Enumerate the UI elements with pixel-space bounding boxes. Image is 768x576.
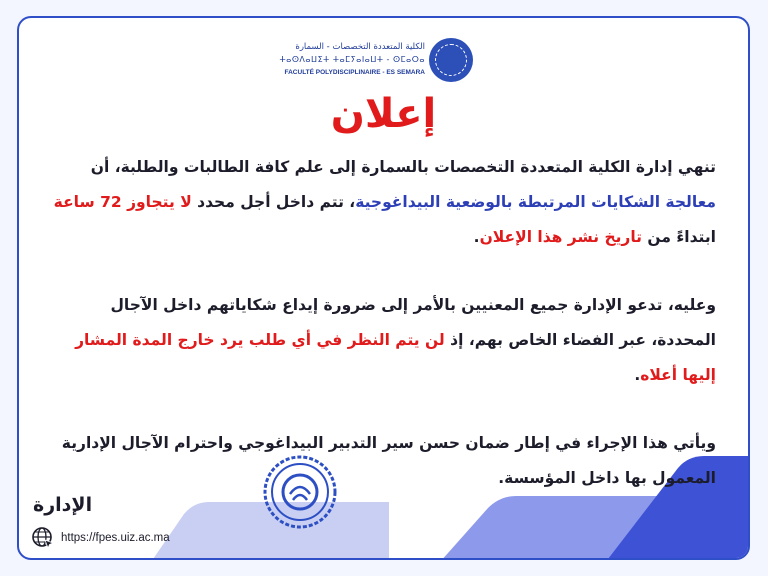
faculty-logo-icon	[429, 38, 473, 82]
faculty-name-french: FACULTÉ POLYDISCIPLINAIRE - ES SEMARA	[284, 69, 425, 76]
announcement-title: إعلان	[330, 91, 437, 137]
p1-text-4: .	[473, 228, 480, 246]
paragraph-2	[49, 288, 716, 393]
website-link[interactable]	[31, 526, 170, 550]
p1-text-1: تنهي إدارة الكلية المتعددة التخصصات بالسمارة إلى علم كافة الطالبات والطلبة، أن	[90, 158, 716, 176]
p2-text-2: .	[634, 366, 641, 384]
globe-cursor-icon	[31, 526, 55, 550]
p1-text-2: ، تتم داخل أجل محدد	[197, 193, 356, 211]
website-url[interactable]: https://fpes.uiz.ac.ma	[61, 532, 170, 544]
p2-text-1: وعليه، تدعو الإدارة جميع المعنيين بالأمر إلى ضرورة إيداع شكاياتهم داخل الآجال المحددة، عبر الفضاء الخاص بهم، إذ	[110, 296, 716, 349]
p2-highlight-red: لن يتم النظر في أي طلب يرد خارج المدة المشار إليها أعلاه	[75, 331, 716, 384]
p1-highlight-red-2: تاريخ نشر هذا الإعلان	[479, 228, 642, 246]
p1-text-3: ابتداءً من	[647, 228, 716, 246]
p1-highlight-blue: معالجة الشكايات المرتبطة بالوضعية البيداغوجية	[355, 193, 716, 211]
paragraph-3: ويأتي هذا الإجراء في إطار ضمان حسن سير التدبير البيداغوجي واحترام الآجال الإدارية المعمول بها داخل المؤسسة.	[61, 434, 716, 487]
faculty-header	[279, 38, 483, 94]
official-stamp-icon	[262, 454, 338, 530]
paragraph-1	[49, 150, 716, 255]
signature-administration: الإدارة	[33, 494, 93, 516]
announcement-body	[49, 150, 716, 529]
p1-highlight-red-1: لا يتجاوز 72 ساعة	[53, 193, 192, 211]
faculty-name-tifinagh: ⵜⴰⵙⴷⴰⵡⵉⵜ ⵜⴰⵎⵢⴰⵏⴰⵡⵜ - ⵙⵎⴰⵔⴰ	[279, 55, 425, 64]
announcement-card	[17, 16, 750, 560]
faculty-name-arabic: الكلية المتعددة التخصصات - السمارة	[295, 42, 425, 52]
